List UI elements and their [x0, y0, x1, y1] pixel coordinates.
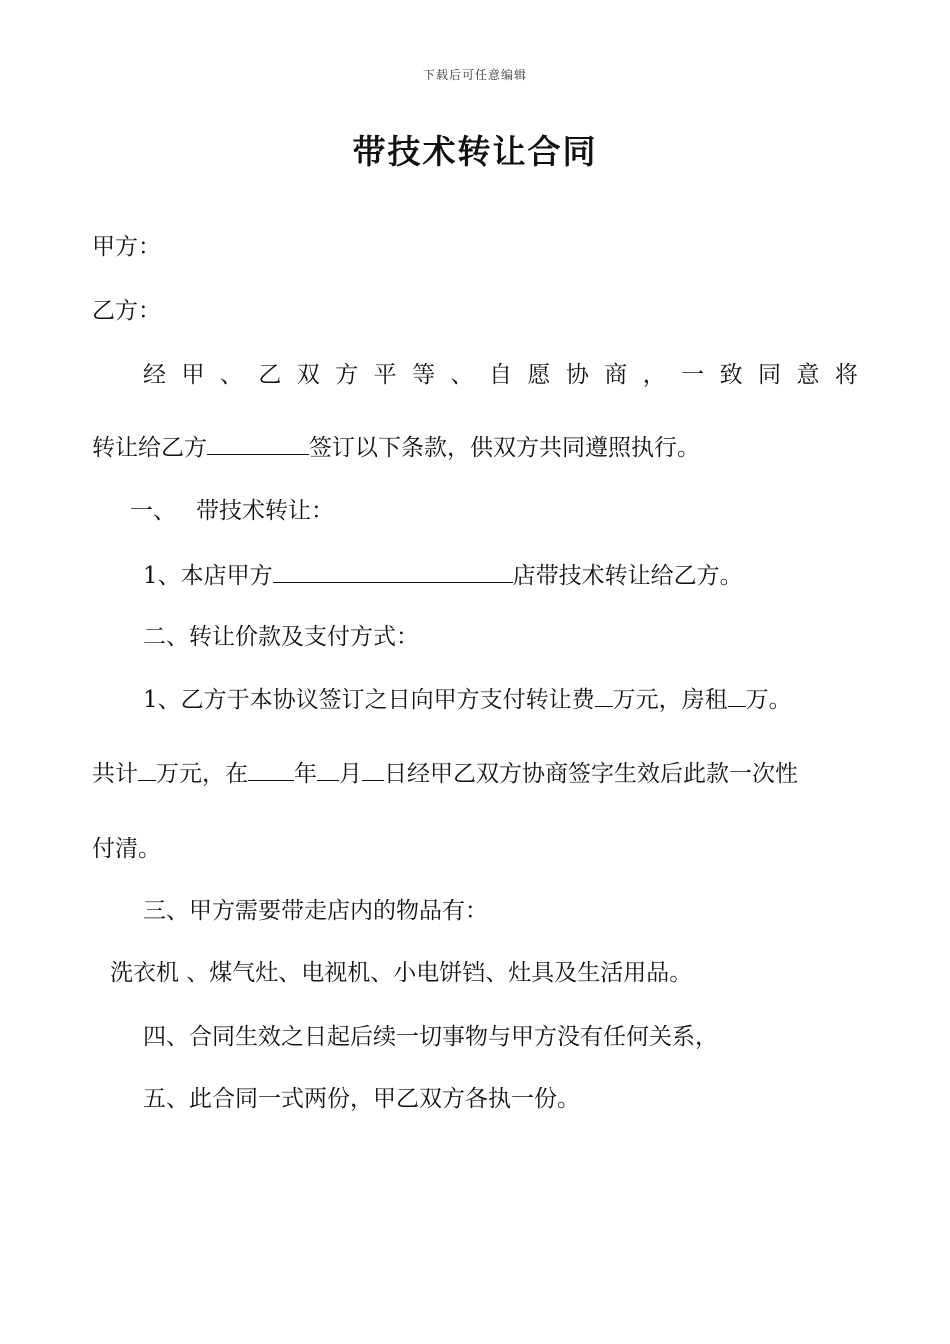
intro-char: ，	[642, 362, 666, 388]
section-3-items: 洗衣机 、煤气灶、电视机、小电饼铛、灶具及生活用品。	[110, 960, 693, 986]
month-blank	[317, 758, 339, 781]
section-2-heading: 二、转让价款及支付方式：	[143, 624, 419, 650]
total-text-1: 共计	[92, 761, 138, 787]
intro-char: 平	[373, 362, 397, 388]
intro-char: 同	[758, 362, 781, 388]
section-3-heading: 三、甲方需要带走店内的物品有：	[143, 898, 488, 924]
party-b-label: 乙方：	[92, 298, 161, 324]
intro-char: 商	[604, 362, 628, 388]
document-title: 带技术转让合同	[352, 132, 598, 171]
section-1-number: 一、	[130, 498, 176, 524]
intro-char: 乙	[258, 362, 282, 388]
payment-text-3: 万。	[745, 687, 792, 713]
payment-text-2: 万元，房租	[612, 687, 728, 713]
day-blank	[362, 758, 384, 781]
section-1-item-1-after: 店带技术转让给乙方。	[512, 563, 743, 589]
intro-char: 自	[488, 362, 512, 388]
section-2-line-3: 付清。	[92, 836, 161, 862]
intro-char: 等	[412, 362, 436, 388]
intro-line-2	[92, 432, 700, 463]
total-text-2: 万元，在	[156, 761, 248, 787]
section-1-heading	[130, 496, 334, 526]
intro-char: 意	[796, 362, 820, 388]
intro-char: 、	[450, 362, 474, 388]
party-a-label: 甲方：	[92, 234, 161, 260]
month-label: 月	[339, 761, 362, 787]
section-2-line-2	[92, 758, 798, 789]
intro-char: 将	[834, 362, 858, 388]
section-1-title: 带技术转让：	[196, 498, 334, 524]
section-1-item-1-before: 1、本店甲方	[143, 563, 273, 589]
section-1-item-1	[143, 560, 743, 591]
transferee-blank	[207, 432, 309, 455]
intro-char: 一	[681, 362, 705, 388]
intro-char: 经	[143, 362, 166, 388]
day-text: 日经甲乙双方协商签字生效后此款一次性	[384, 761, 798, 787]
year-label: 年	[294, 761, 317, 787]
intro-line-2-before: 转让给乙方	[92, 435, 207, 461]
payment-text-1: 1、乙方于本协议签订之日向甲方支付转让费	[143, 687, 595, 713]
intro-char: 甲	[181, 362, 205, 388]
section-5-text: 五、此合同一式两份，甲乙双方各执一份。	[143, 1086, 580, 1112]
intro-char: 愿	[527, 362, 551, 388]
intro-char: 双	[296, 362, 320, 388]
rent-blank	[728, 684, 746, 707]
year-blank	[248, 758, 294, 781]
intro-line-1	[143, 360, 858, 390]
section-2-item-1	[143, 684, 792, 715]
total-blank	[138, 758, 156, 781]
section-4-text: 四、合同生效之日起后续一切事物与甲方没有任何关系，	[143, 1024, 718, 1050]
shop-name-blank	[273, 560, 513, 583]
transfer-fee-blank	[595, 684, 613, 707]
intro-char: 方	[335, 362, 359, 388]
intro-char: 、	[219, 362, 243, 388]
intro-char: 协	[565, 362, 589, 388]
intro-line-2-after: 签订以下条款，供双方共同遵照执行。	[309, 435, 700, 461]
header-note: 下载后可任意编辑	[422, 68, 527, 82]
intro-char: 致	[719, 362, 743, 388]
